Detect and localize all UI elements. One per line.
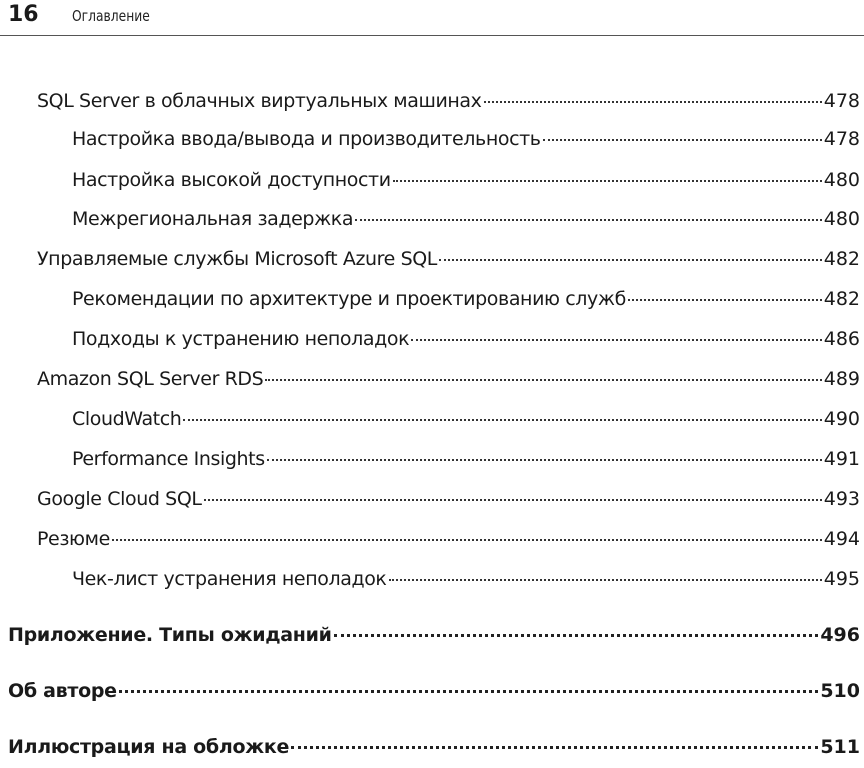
toc-chapter-entry[interactable] xyxy=(8,732,860,762)
dot-leader xyxy=(484,101,822,103)
toc-entry[interactable] xyxy=(72,124,860,154)
toc-entry-title: Управляемые службы Microsoft Azure SQL xyxy=(37,248,437,270)
toc-entry-page: 480 xyxy=(823,208,860,230)
toc-entry-page: 482 xyxy=(823,288,860,310)
dot-leader xyxy=(204,499,822,501)
toc-entry-page: 478 xyxy=(823,90,860,112)
toc-entry-page: 511 xyxy=(820,736,860,758)
toc-chapter-entry[interactable] xyxy=(8,676,860,706)
toc-entry-title: SQL Server в облачных виртуальных машинах xyxy=(37,90,482,112)
toc-entry-page: 495 xyxy=(823,568,860,590)
toc-entry-title: Подходы к устранению неполадок xyxy=(72,328,410,350)
dot-leader xyxy=(119,690,819,693)
dot-leader xyxy=(439,259,822,261)
toc-entry[interactable] xyxy=(37,86,860,116)
dot-leader xyxy=(291,746,818,749)
dot-leader xyxy=(355,219,822,221)
toc-entry-page: 478 xyxy=(823,128,860,150)
toc-chapter-entry[interactable] xyxy=(8,620,860,650)
dot-leader xyxy=(389,579,822,581)
toc-entry-title: Иллюстрация на обложке xyxy=(8,736,290,758)
toc-entry-title: Настройка высокой доступности xyxy=(72,169,391,191)
toc-entry-page: 486 xyxy=(823,328,860,350)
page-number: 16 xyxy=(8,2,39,27)
toc-entry[interactable] xyxy=(37,524,860,554)
dot-leader xyxy=(393,180,822,182)
toc-entry-page: 480 xyxy=(823,169,860,191)
toc-entry-title: Чек-лист устранения неполадок xyxy=(72,568,387,590)
toc-entry-title: Приложение. Типы ожиданий xyxy=(8,624,332,646)
toc-entry[interactable] xyxy=(72,324,860,354)
toc-entry[interactable] xyxy=(37,484,860,514)
toc-entry[interactable] xyxy=(72,404,860,434)
toc-entry-title: Настройка ввода/вывода и производительность xyxy=(72,128,541,150)
dot-leader xyxy=(334,634,819,637)
toc-entry-title: Performance Insights xyxy=(72,448,265,470)
toc-entry-title: Резюме xyxy=(37,528,110,550)
dot-leader xyxy=(183,419,821,421)
toc-entry[interactable] xyxy=(72,284,860,314)
toc-entry-page: 496 xyxy=(820,624,860,646)
running-title: Оглавление xyxy=(72,7,150,25)
toc-entry[interactable] xyxy=(72,564,860,594)
toc-entry-page: 490 xyxy=(823,408,860,430)
toc-entry[interactable] xyxy=(72,444,860,474)
dot-leader xyxy=(265,379,821,381)
toc-entry-title: Google Cloud SQL xyxy=(37,488,202,510)
toc-entry-page: 510 xyxy=(820,680,860,702)
dot-leader xyxy=(267,459,822,461)
toc-entry-page: 493 xyxy=(823,488,860,510)
toc-entry-page: 482 xyxy=(823,248,860,270)
toc-entry-title: Об авторе xyxy=(8,680,117,702)
toc-entry[interactable] xyxy=(72,204,860,234)
toc-entry-title: Межрегиональная задержка xyxy=(72,208,354,230)
toc-entry[interactable] xyxy=(37,244,860,274)
toc-entry-title: Рекомендации по архитектуре и проектированию служб xyxy=(72,288,626,310)
toc-entry[interactable] xyxy=(37,364,860,394)
dot-leader xyxy=(411,339,822,341)
toc-entry-title: CloudWatch xyxy=(72,408,182,430)
toc-entry-page: 489 xyxy=(823,368,860,390)
toc-entry-page: 491 xyxy=(823,448,860,470)
toc-entry-title: Amazon SQL Server RDS xyxy=(37,368,264,390)
dot-leader xyxy=(112,539,822,541)
dot-leader xyxy=(543,139,822,141)
dot-leader xyxy=(628,299,822,301)
toc-entry[interactable] xyxy=(72,165,860,195)
toc-entry-page: 494 xyxy=(823,528,860,550)
